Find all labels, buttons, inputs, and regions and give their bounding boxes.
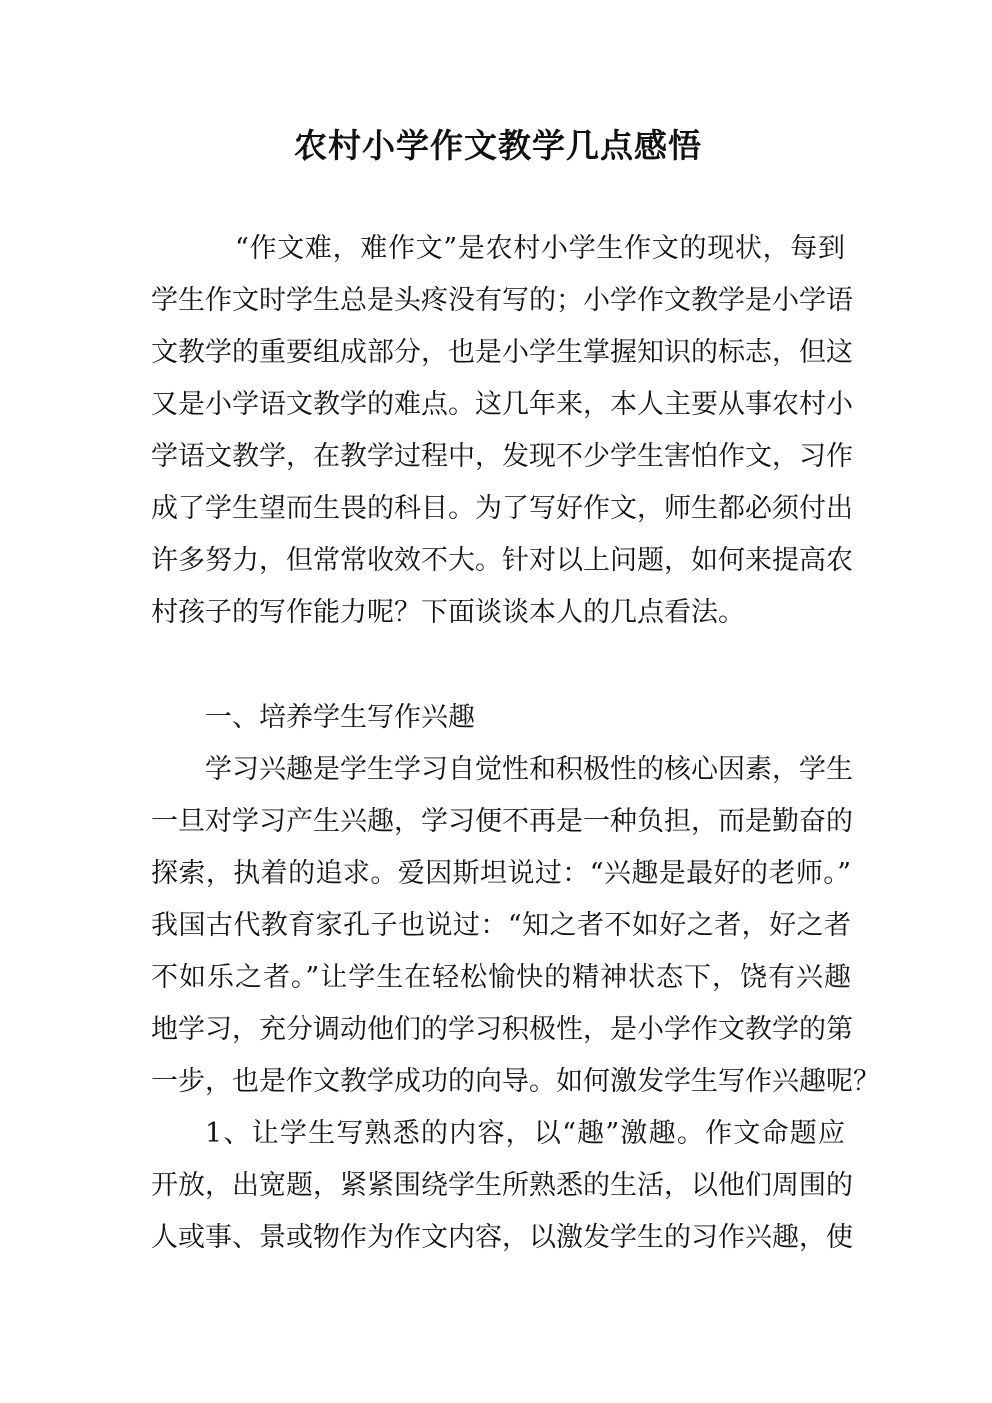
intro-line: 成了学生望而生畏的科目。为了写好作文，师生都必须付出 [151,493,853,524]
section-body-line: 探索，执着的追求。爱因斯坦说过：“兴趣是最好的老师。” [151,858,851,889]
intro-line: “作文难，难作文”是农村小学生作文的现状，每到 [235,233,845,264]
section-body-line: 一旦对学习产生兴趣，学习便不再是一种负担，而是勤奋的 [151,806,853,837]
document-title: 农村小学作文教学几点感悟 [294,126,702,165]
intro-line: 村孩子的写作能力呢？下面谈谈本人的几点看法。 [151,597,745,628]
intro-line: 又是小学语文教学的难点。这几年来，本人主要从事农村小 [151,389,853,420]
section-body-line: 我国古代教育家孔子也说过：“知之者不如好之者，好之者 [151,910,851,941]
intro-line: 学生作文时学生总是头疼没有写的；小学作文教学是小学语 [151,285,853,316]
point-body-line: 人或事、景或物作为作文内容，以激发学生的习作兴趣，使 [151,1222,853,1253]
section-heading: 一、培养学生写作兴趣 [205,702,475,733]
section-body-line: 一步，也是作文教学成功的向导。如何激发学生写作兴趣呢？ [151,1066,880,1097]
intro-line: 学语文教学，在教学过程中，发现不少学生害怕作文，习作 [151,441,853,472]
intro-line: 许多努力，但常常收效不大。针对以上问题，如何来提高农 [151,545,853,576]
section-body-line: 地学习，充分调动他们的学习积极性，是小学作文教学的第 [151,1014,853,1045]
point-body-line: 1、让学生写熟悉的内容，以“趣”激趣。作文命题应 [205,1118,845,1149]
point-body-line: 开放，出宽题，紧紧围绕学生所熟悉的生活，以他们周围的 [151,1170,853,1201]
section-body-line: 不如乐之者。”让学生在轻松愉快的精神状态下，饶有兴趣 [151,962,851,993]
intro-line: 文教学的重要组成部分，也是小学生掌握知识的标志，但这 [151,337,853,368]
section-body-line: 学习兴趣是学生学习自觉性和积极性的核心因素，学生 [205,754,853,785]
